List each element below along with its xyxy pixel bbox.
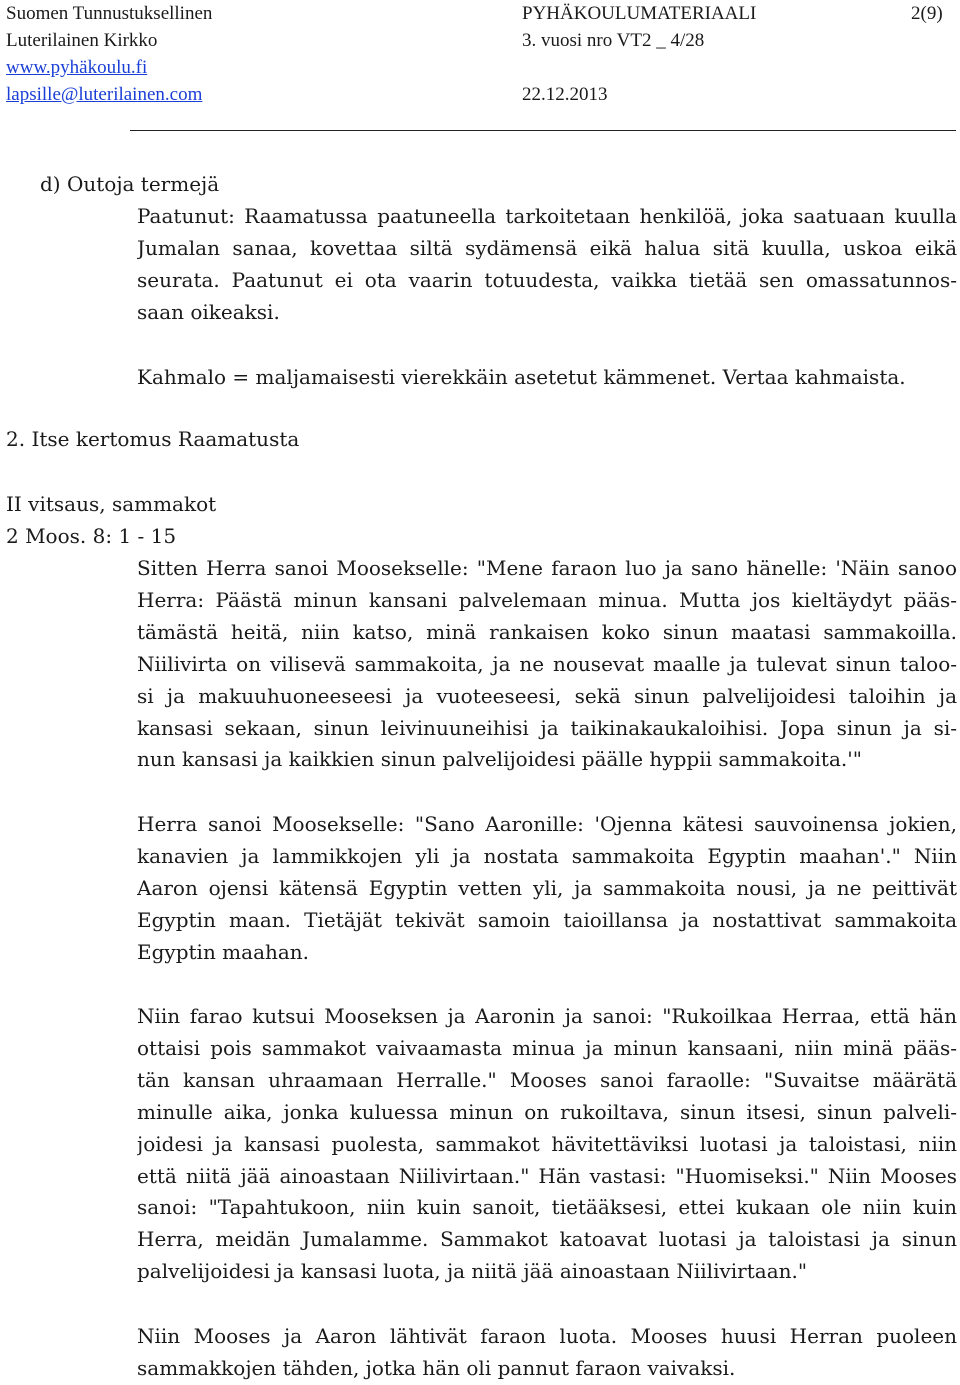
org-name-line1: Suomen Tunnustuksellinen xyxy=(6,3,213,24)
text-line: Niilivirta on vilisevä sammakoita, ja ne nousevat maalle ja tulevat sinun taloo- xyxy=(137,651,957,676)
page-number: 2(9) xyxy=(911,3,943,24)
header-divider xyxy=(130,130,956,131)
course-info: 3. vuosi nro VT2 _ 4/28 xyxy=(522,30,705,51)
text-line: saan oikeaksi. xyxy=(137,299,280,324)
page-header xyxy=(6,0,954,108)
kahmalo-definition: Kahmalo = maljamaisesti vierekkäin asetetut kämmenet. Vertaa kahmaista. xyxy=(137,365,906,389)
text-line: sanoi: "Tapahtukoon, niin kuin sanoit, tietääksesi, ettei kukaan ole niin kuin xyxy=(137,1195,957,1220)
text-line: Herra: Päästä minun kansani palvelemaan minua. Mutta jos kieltäydyt pääs- xyxy=(137,587,957,612)
text-line: Egyptin maahan. xyxy=(137,939,310,964)
text-line: Niin farao kutsui Mooseksen ja Aaronin ja sanoi: "Rukoilkaa Herraa, että hän xyxy=(137,1004,957,1028)
section-2-heading: 2. Itse kertomus Raamatusta xyxy=(6,427,300,451)
text-line: tän kansan uhraamaan Herralle." Mooses sanoi faraolle: "Suvaitse määrätä xyxy=(137,1067,957,1092)
text-line: Egyptin maan. Tietäjät tekivät samoin taioillansa ja nostattivat sammakoita xyxy=(137,907,957,932)
section-d-heading: d) Outoja termejä xyxy=(40,172,220,196)
email-link[interactable]: lapsille@luterilainen.com xyxy=(6,84,203,105)
document-date: 22.12.2013 xyxy=(522,84,608,105)
text-line: sammakkojen tähden, jotka hän oli pannut faraon vaivaksi. xyxy=(137,1355,736,1380)
text-line: Sitten Herra sanoi Moosekselle: "Mene faraon luo ja sano hänelle: 'Näin sanoo xyxy=(137,556,957,580)
story-paragraph-3 xyxy=(137,1001,957,1288)
text-line: minulle aika, jonka kuluessa minun on rukoiltava, sinun itsesi, sinun palveli- xyxy=(137,1099,957,1124)
text-line: joidesi ja kansasi puolesta, sammakot hävitettäviksi luotasi ja taloistasi, niin xyxy=(137,1131,957,1156)
text-line: palvelijoidesi ja kansasi luota, ja niitä jää ainoastaan Niilivirtaan." xyxy=(137,1259,808,1284)
story-paragraph-2 xyxy=(137,809,957,969)
text-line: tämästä heitä, niin katso, minä rankaisen koko sinun maatasi sammakoilla. xyxy=(137,619,957,644)
text-line: Herra sanoi Moosekselle: "Sano Aaronille: 'Ojenna kätesi sauvoinensa jokien, xyxy=(137,812,957,836)
text-line: Herra, meidän Jumalamme. Sammakot katoavat luotasi ja taloistasi ja sinun xyxy=(137,1227,957,1252)
text-line: ottaisi pois sammakot vaivaamasta minua ja minun kansaani, niin minä pääs- xyxy=(137,1035,957,1060)
story-subheading: II vitsaus, sammakot xyxy=(6,492,217,516)
text-line: nun kansasi ja kaikkien sinun palvelijoidesi päälle hyppii sammakoita.'" xyxy=(137,747,862,772)
text-line: kanavien ja lammikkojen yli ja nostata sammakoita Egyptin maahan'." Niin xyxy=(137,843,957,868)
material-title: PYHÄKOULUMATERIAALI xyxy=(522,3,757,24)
text-line: seurata. Paatunut ei ota vaarin totuudesta, vaikka tietää sen omassatunnos- xyxy=(137,267,957,292)
text-line: Aaron ojensi kätensä Egyptin vetten yli, ja sammakoita nousi, ja ne peittivät xyxy=(137,875,957,900)
text-line: että niitä jää ainoastaan Niilivirtaan." Hän vastasi: "Huomiseksi." Niin Mooses xyxy=(137,1163,957,1188)
bible-reference: 2 Moos. 8: 1 - 15 xyxy=(6,524,177,548)
text-line: Jumalan sanaa, kovettaa siltä sydämensä eikä halua sitä kuulla, uskoa eikä xyxy=(137,235,957,260)
text-line: Niin Mooses ja Aaron lähtivät faraon luota. Mooses huusi Herran puoleen xyxy=(137,1324,957,1348)
org-name-line2: Luterilainen Kirkko xyxy=(6,30,158,51)
paatunut-definition xyxy=(137,201,957,329)
text-line: si ja makuuhuoneeseesi ja vuoteeseesi, sekä sinun palvelijoidesi taloihin ja xyxy=(137,683,957,708)
text-line: Paatunut: Raamatussa paatuneella tarkoitetaan henkilöä, joka saatuaan kuulla xyxy=(137,204,957,228)
story-paragraph-1 xyxy=(137,553,957,776)
website-link[interactable]: www.pyhäkoulu.fi xyxy=(6,57,148,78)
text-line: kansasi sekaan, sinun leivinuuneihisi ja taikinakaukaloihisi. Jopa sinun ja si- xyxy=(137,715,957,740)
story-paragraph-4 xyxy=(137,1321,957,1385)
